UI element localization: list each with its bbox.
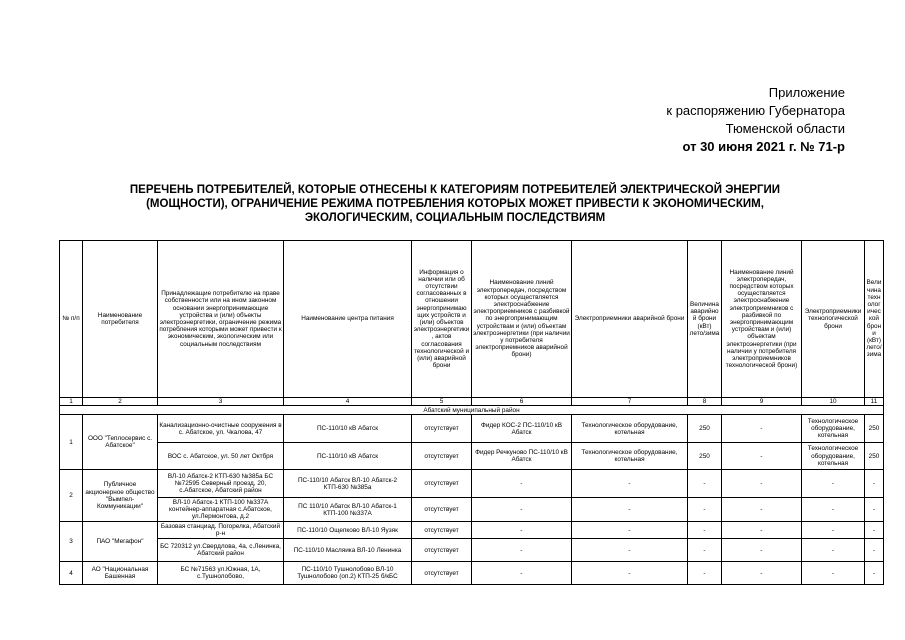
emergency-value: - bbox=[688, 522, 722, 539]
acts-info: отсутствует bbox=[412, 415, 472, 443]
emergency-value: 250 bbox=[688, 443, 722, 470]
table-row bbox=[60, 562, 884, 585]
tech-receivers: Технологическое оборудование, котельная bbox=[802, 443, 865, 470]
power-center: ПС-110/10 Абатск ВЛ-10 Абатск-2 КТП-630 №385а bbox=[284, 470, 412, 498]
col-number: 6 bbox=[472, 398, 572, 406]
emergency-receivers: - bbox=[572, 498, 688, 522]
consumer-name: АО "Национальная Башенная bbox=[83, 562, 158, 585]
power-center: ПС-110/10 Масляика ВЛ-10 Ленинка bbox=[284, 539, 412, 562]
acts-info: отсутствует bbox=[412, 443, 472, 470]
emergency-line: - bbox=[472, 539, 572, 562]
emergency-value: 250 bbox=[688, 415, 722, 443]
tech-line: - bbox=[722, 498, 802, 522]
acts-info: отсутствует bbox=[412, 539, 472, 562]
header-acts-info: Информация о наличии или об отсутствии согласованных в отношении энергопринимаю щих устройств и (или) объектов электроэнергетики, актов согласования технологической и (или) аварийной брони bbox=[412, 241, 472, 398]
emergency-value: - bbox=[688, 498, 722, 522]
appendix-line-1: Приложение bbox=[768, 85, 845, 100]
consumer-object: ВЛ-10 Абатск-2 КТП-630 №385а БС №72595 Северный проезд, 20, с.Абатское, Абатский район bbox=[158, 470, 284, 498]
appendix-line-3: Тюменской области bbox=[725, 121, 845, 136]
emergency-line: - bbox=[472, 498, 572, 522]
row-number: 3 bbox=[60, 522, 83, 562]
col-number: 10 bbox=[802, 398, 865, 406]
emergency-value: - bbox=[688, 470, 722, 498]
col-number: 1 bbox=[60, 398, 83, 406]
acts-info: отсутствует bbox=[412, 470, 472, 498]
appendix-line-2: к распоряжению Губернатора bbox=[666, 103, 845, 118]
table-row bbox=[60, 522, 884, 539]
tech-receivers: - bbox=[802, 470, 865, 498]
emergency-value: - bbox=[688, 562, 722, 585]
emergency-value: - bbox=[688, 539, 722, 562]
table-row bbox=[60, 443, 884, 470]
header-tech-value: Величина технологической брони (кВт) лето/зима bbox=[865, 241, 884, 398]
power-center: ПС-110/10 кВ Абатск bbox=[284, 415, 412, 443]
emergency-receivers: Технологическое оборудование, котельная bbox=[572, 415, 688, 443]
consumer-object: БС №71563 ул.Южная, 1А, с.Тушнолобово, bbox=[158, 562, 284, 585]
col-number: 4 bbox=[284, 398, 412, 406]
document-title: ПЕРЕЧЕНЬ ПОТРЕБИТЕЛЕЙ, КОТОРЫЕ ОТНЕСЕНЫ К КАТЕГОРИЯМ ПОТРЕБИТЕЛЕЙ ЭЛЕКТРИЧЕСКОЙ ЭНЕРГИИ (МОЩНОСТИ), ОГРАНИЧЕНИЕ РЕЖИМА ПОТРЕБЛЕНИЯ КОТОРЫХ МОЖЕТ ПРИВЕСТИ К ЭКОНОМИЧЕСКИМ, ЭКОЛОГИЧЕСКИМ, СОЦИАЛЬНЫМ ПОСЛЕДСТВИЯМ bbox=[129, 184, 781, 224]
tech-value: - bbox=[865, 470, 884, 498]
header-devices: Принадлежащие потребителю на праве собственности или на ином законном основании энергопринимающие устройства и (или) объекты электроэнергетики, ограничение режима потребления которыми может привести к экономическим, экологическим или социальным последствиям bbox=[158, 241, 284, 398]
tech-receivers: - bbox=[802, 498, 865, 522]
col-number: 8 bbox=[688, 398, 722, 406]
header-lines-emergency: Наименование линий электропередач, посредством которых осуществляется электроснабжение электроприемников с разбивкой по энергопринимающим устройствам и (или) объектам электроэнергетики (при наличии у потребителя электроприемников аварийной брони) bbox=[472, 241, 572, 398]
power-center: ПС-110/10 Тушнолобово ВЛ-10 Тушнолобово (оп.2) КТП-25 б/кБС bbox=[284, 562, 412, 585]
consumer-name: ООО "Теплосервис с. Абатское" bbox=[83, 415, 158, 470]
emergency-receivers: - bbox=[572, 539, 688, 562]
acts-info: отсутствует bbox=[412, 522, 472, 539]
tech-line: - bbox=[722, 522, 802, 539]
emergency-receivers: - bbox=[572, 470, 688, 498]
emergency-line: - bbox=[472, 562, 572, 585]
tech-value: - bbox=[865, 498, 884, 522]
emergency-receivers: - bbox=[572, 522, 688, 539]
header-row bbox=[60, 241, 884, 398]
emergency-receivers: Технологическое оборудование, котельная bbox=[572, 443, 688, 470]
table-row bbox=[60, 498, 884, 522]
table-row bbox=[60, 470, 884, 498]
power-center: ПС-110/10 Ощепково ВЛ-10 Яузяк bbox=[284, 522, 412, 539]
tech-line: - bbox=[722, 443, 802, 470]
col-number: 5 bbox=[412, 398, 472, 406]
tech-value: 250 bbox=[865, 415, 884, 443]
region-row bbox=[60, 406, 884, 415]
tech-receivers: - bbox=[802, 539, 865, 562]
col-number: 3 bbox=[158, 398, 284, 406]
col-number: 11 bbox=[865, 398, 884, 406]
col-number: 7 bbox=[572, 398, 688, 406]
appendix-date-number: от 30 июня 2021 г. № 71-р bbox=[682, 139, 845, 154]
emergency-line: Фидер КОС-2 ПС-110/10 кВ Абатск bbox=[472, 415, 572, 443]
appendix-block bbox=[666, 84, 845, 156]
acts-info: отсутствует bbox=[412, 562, 472, 585]
consumer-object: БС 720312 ул.Свердлова, 4а, с.Ленинка, Абатский район bbox=[158, 539, 284, 562]
emergency-line: - bbox=[472, 470, 572, 498]
header-emergency-value: Величина аварийной брони (кВт) лето/зима bbox=[688, 241, 722, 398]
consumer-name: ПАО "Мегафон" bbox=[83, 522, 158, 562]
emergency-receivers: - bbox=[572, 562, 688, 585]
power-center: ПС-110/10 кВ Абатск bbox=[284, 443, 412, 470]
row-number: 4 bbox=[60, 562, 83, 585]
tech-value: 250 bbox=[865, 443, 884, 470]
col-number: 9 bbox=[722, 398, 802, 406]
header-power-center: Наименование центра питания bbox=[284, 241, 412, 398]
table-row bbox=[60, 539, 884, 562]
consumer-name: Публичное акционерное общество "Вымпел-Коммуникации" bbox=[83, 470, 158, 522]
region-name: Абатский муниципальный район bbox=[60, 406, 884, 415]
tech-line: - bbox=[722, 562, 802, 585]
row-number: 1 bbox=[60, 415, 83, 470]
header-tech-receivers: Электроприемники технологической брони bbox=[802, 241, 865, 398]
emergency-line: Фидер Речкуново ПС-110/10 кВ Абатск bbox=[472, 443, 572, 470]
consumer-object: ВЛ-10 Абатск-1 КТП-100 №337А контейнер-аппаратная с.Абатское, ул.Лермонтова, д.2 bbox=[158, 498, 284, 522]
consumers-table bbox=[59, 240, 884, 585]
tech-receivers: - bbox=[802, 562, 865, 585]
header-emergency-receivers: Электроприемники аварийной брони bbox=[572, 241, 688, 398]
header-lines-technological: Наименование линий электропередач, посредством которых осуществляется электроснабжение электроприемников с разбивкой по энергопринимающим устройствам и (или) объектам электроэнергетики (при наличии у потребителя электроприемников технологической брони) bbox=[722, 241, 802, 398]
acts-info: отсутствует bbox=[412, 498, 472, 522]
tech-receivers: - bbox=[802, 522, 865, 539]
tech-value: - bbox=[865, 522, 884, 539]
column-numbers-row bbox=[60, 398, 884, 406]
header-consumer: Наименование потребителя bbox=[83, 241, 158, 398]
consumer-object: Канализационно-очистные сооружения в с. Абатское, ул. Чкалова, 47 bbox=[158, 415, 284, 443]
consumer-object: ВОС с. Абатское, ул. 50 лет Октбря bbox=[158, 443, 284, 470]
table-row bbox=[60, 415, 884, 443]
tech-value: - bbox=[865, 539, 884, 562]
emergency-line: - bbox=[472, 522, 572, 539]
tech-receivers: Технологическое оборудование, котельная bbox=[802, 415, 865, 443]
tech-line: - bbox=[722, 470, 802, 498]
tech-line: - bbox=[722, 415, 802, 443]
col-number: 2 bbox=[83, 398, 158, 406]
tech-line: - bbox=[722, 539, 802, 562]
header-num: № п/п bbox=[60, 241, 83, 398]
consumer-object: Базовая станциад. Погорелка, Абатский р-н bbox=[158, 522, 284, 539]
tech-value: - bbox=[865, 562, 884, 585]
row-number: 2 bbox=[60, 470, 83, 522]
power-center: ПС 110/10 Абатск ВЛ-10 Абатск-1 КТП-100 №337А bbox=[284, 498, 412, 522]
